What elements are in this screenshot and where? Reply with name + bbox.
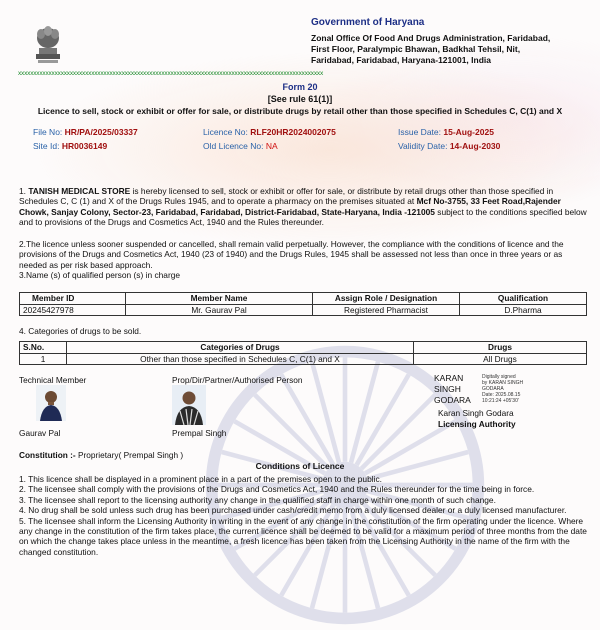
government-title: Government of Haryana	[311, 17, 425, 28]
table-row: 20245427978 Mr. Gaurav Pal Registered Pharmacist D.Pharma	[20, 304, 587, 316]
constitution-line: Constitution :- Proprietary( Prempal Singh )	[19, 450, 184, 460]
table-header: S.No.	[20, 342, 67, 354]
licence-paragraph-1: 1. TANISH MEDICAL STORE is hereby licensed to sell, stock or exhibit or offer for sale, or distribute by retail drugs other than those specified in Schedules C, C (1) and X of the Drugs Rules 1945, and to operate a pharmacy on the premises situated at Mcf No-3755, 33 Feet Road,Rajender Chowk, Sanjay Colony, Sector-23, Faridabad, Faridabad, District-Faridabad, State-Haryana, India -121005 subject to the conditions specified below and to provisions of the Drugs and Cosmetics Act, 1940 and the Rules thereunder.	[19, 186, 587, 228]
licence-paragraph-3: 3.Name (s) of qualified person (s) in charge	[19, 270, 181, 280]
conditions-title: Conditions of Licence	[255, 461, 345, 471]
condition-item: 3. The licensee shall report to the licensing authority any change in the qualified staff in charge within one month of such change.	[19, 494, 496, 505]
separator-line: xxxxxxxxxxxxxxxxxxxxxxxxxxxxxxxxxxxxxxxxxxxxxxxxxxxxxxxxxxxxxxxxxxxxxxxxxxxxxxxxxxxxxxxxxxxxxxxxxxxx	[18, 70, 324, 77]
table-header: Assign Role / Designation	[313, 293, 460, 305]
conditions-list	[19, 474, 587, 557]
table-row: 1 Other than those specified in Schedules C, C(1) and X All Drugs	[20, 353, 587, 365]
technical-member-name: Gaurav Pal	[19, 428, 61, 438]
condition-item: 2. The licensee shall comply with the provisions of the Drugs and Cosmetics Act, 1940 and the Rules thereunder for the time being in force.	[19, 484, 535, 495]
licence-number: Licence No: RLF20HR2024002075	[203, 127, 336, 137]
drug-categories-table	[19, 341, 587, 365]
authority-title: Licensing Authority	[438, 419, 516, 429]
table-header: Member ID	[20, 293, 126, 305]
site-id: Site Id: HR0036149	[33, 141, 108, 151]
old-licence-number: Old Licence No: NA	[203, 141, 278, 151]
table-header: Qualification	[460, 293, 587, 305]
table-header: Categories of Drugs	[67, 342, 414, 354]
state-emblem-icon	[30, 20, 66, 66]
technical-member-label: Technical Member	[19, 375, 87, 385]
proprietor-label: Prop/Dir/Partner/Authorised Person	[172, 375, 303, 385]
validity-date: Validity Date: 14-Aug-2030	[398, 141, 501, 151]
condition-item: 5. The licensee shall inform the Licensing Authority in writing in the event of any change in the constitution of the firm operating under the licence. Where any change in the constitution of the firm takes place, the current licence shall be deemed to be valid for a maximum period of three months from the date on which the change takes place unless in the meantime, a fresh licence has been taken from the Licensing Authority in the name of the firm with the changed constitution.	[19, 515, 587, 557]
table-header: Member Name	[126, 293, 313, 305]
licence-description: Licence to sell, stock or exhibit or offer for sale, or distribute drugs by retail other than those specified in Schedules C, C(1) and X	[37, 106, 563, 116]
signer-name-block: KARAN SINGH GODARA	[434, 373, 471, 405]
licence-paragraph-2: 2.The licence unless sooner suspended or cancelled, shall remain valid perpetually. However, the compliance with the conditions of licence and the provisions of the Drugs and Cosmetics Act, 1940 (23 of 1940) and the Drugs Rules, 1945 shall be assessed not less than once in three years or as needed as per risk based approach.	[19, 239, 564, 270]
table-header: Drugs	[414, 342, 587, 354]
form-rule: [See rule 61(1)]	[267, 94, 333, 104]
authority-name: Karan Singh Godara	[438, 408, 514, 418]
condition-item: 1. This licence shall be displayed in a prominent place in a part of the premises open to the public.	[19, 474, 382, 484]
digital-signature-stamp: Digitally signed by KARAN SINGH GODARA Date: 2025.08.15 10:21:24 +05'30'	[482, 374, 524, 404]
form-title: Form 20	[282, 82, 318, 92]
condition-item: 4. No drug shall be sold unless such drug has been purchased under cash/credit memo from a duly licensed dealer or a duly licensed manufacturer.	[19, 505, 567, 516]
proprietor-name: Prempal Singh	[172, 428, 227, 438]
qualified-persons-table	[19, 292, 587, 316]
file-number: File No: HR/PA/2025/03337	[33, 127, 138, 137]
issue-date: Issue Date: 15-Aug-2025	[398, 127, 494, 137]
technical-member-photo	[36, 385, 66, 421]
categories-heading: 4. Categories of drugs to be sold.	[19, 326, 142, 336]
office-address: Zonal Office Of Food And Drugs Administration, Faridabad, First Floor, Paralympic Bhawan, Badkhal Tehsil, Nit, Faridabad, Faridabad, Haryana-121001, India	[311, 33, 551, 65]
proprietor-photo	[172, 385, 206, 425]
